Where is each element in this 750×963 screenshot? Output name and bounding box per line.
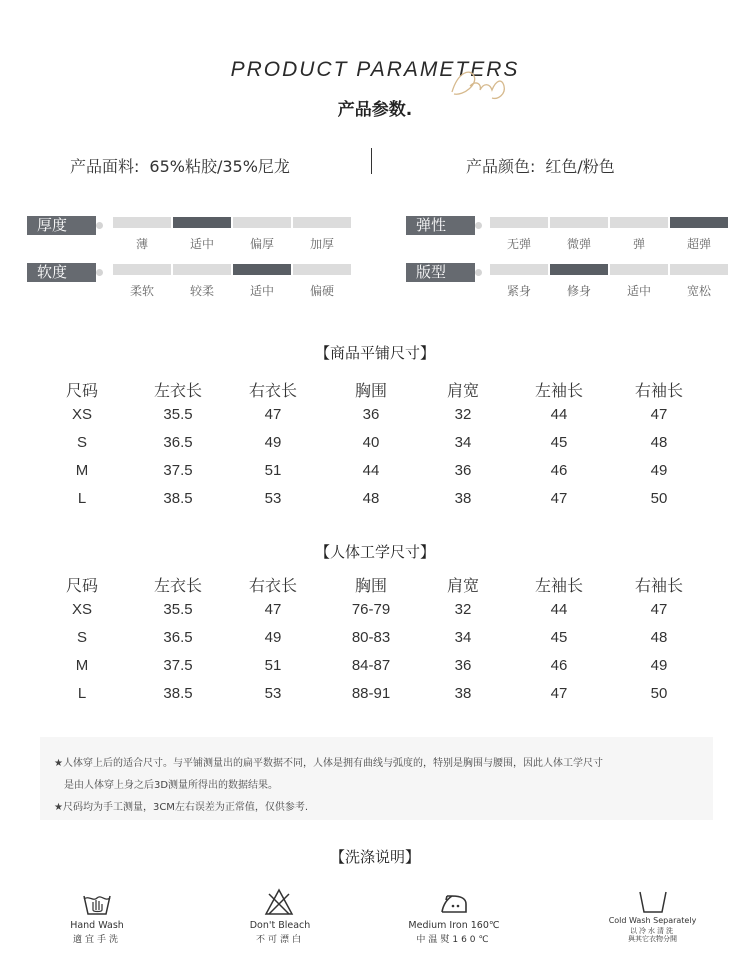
- table-header-cell: 右袖长: [634, 381, 683, 400]
- scale-segment-thickness-0: [113, 217, 171, 228]
- scale-option-fit-0: 紧身: [506, 284, 531, 298]
- table-cell: 48: [650, 629, 668, 646]
- table-cell: 38: [454, 490, 472, 507]
- scale-segment-fit-0: [490, 264, 548, 275]
- note-line-3: ★尺码均为手工测量，3CM左右误差为正常值，仅供参考.: [54, 802, 309, 813]
- body-size-title: 【人体工学尺寸】: [314, 543, 435, 561]
- table-cell: S: [76, 434, 87, 451]
- flat-size-title: 【商品平铺尺寸】: [314, 344, 435, 362]
- wash-title: 【洗涤说明】: [329, 848, 420, 866]
- table-cell: 47: [650, 601, 668, 618]
- no-bleach-cn: 不可漂白: [255, 935, 304, 945]
- scale-option-elasticity-3: 超弹: [686, 237, 711, 251]
- table-cell: 36.5: [163, 434, 193, 451]
- table-cell: 53: [264, 490, 282, 507]
- scale-tag-fit: 版型: [406, 263, 475, 282]
- scale-option-softness-1: 较柔: [189, 284, 214, 298]
- note-line-1: ★人体穿上后的适合尺寸。与平铺测量出的扁平数据不同，人体是拥有曲线与弧度的，特别是胸围与腰围，因此人体工学尺寸: [54, 758, 603, 769]
- color-label: 产品颜色:: [466, 157, 536, 176]
- table-cell: 32: [454, 601, 472, 618]
- table-cell: 46: [550, 462, 568, 479]
- scale-option-fit-2: 适中: [626, 284, 651, 298]
- fabric-info: [70, 154, 290, 177]
- scale-option-elasticity-2: 弹: [632, 237, 645, 251]
- scale-segment-softness-0: [113, 264, 171, 275]
- table-cell: M: [75, 462, 89, 479]
- table-cell: 38: [454, 685, 472, 702]
- table-cell: 36: [454, 657, 472, 674]
- table-cell: XS: [71, 406, 92, 423]
- table-header-cell: 左衣长: [153, 381, 202, 400]
- table-cell: 84-87: [351, 657, 391, 674]
- scale-option-softness-0: 柔软: [129, 284, 154, 298]
- table-cell: XS: [71, 601, 92, 618]
- scale-option-elasticity-0: 无弹: [506, 237, 531, 251]
- scale-segment-elasticity-1: [550, 217, 608, 228]
- scale-segment-softness-2: [233, 264, 291, 275]
- table-cell: 32: [454, 406, 472, 423]
- table-cell: 44: [550, 406, 568, 423]
- scale-segment-softness-1: [173, 264, 231, 275]
- scale-segment-thickness-3: [293, 217, 351, 228]
- fabric-value: 65%粘胶/35%尼龙: [149, 157, 290, 176]
- table-cell: 36: [362, 406, 380, 423]
- table-cell: 76-79: [351, 601, 391, 618]
- table-cell: 36.5: [163, 629, 193, 646]
- table-cell: 44: [550, 601, 568, 618]
- table-header-cell: 胸围: [354, 576, 387, 595]
- table-cell: 50: [650, 685, 668, 702]
- table-cell: 34: [454, 629, 472, 646]
- table-header-cell: 右衣长: [248, 381, 297, 400]
- table-cell: 51: [264, 657, 282, 674]
- table-cell: 88-91: [351, 685, 391, 702]
- table-cell: 53: [264, 685, 282, 702]
- table-cell: 37.5: [163, 462, 193, 479]
- hand-wash-icon: [81, 890, 113, 918]
- table-header-cell: 胸围: [354, 381, 387, 400]
- scale-option-elasticity-1: 微弹: [566, 237, 591, 251]
- cold-wash-cn-2: 與其它衣物分開: [628, 935, 677, 943]
- table-cell: 50: [650, 490, 668, 507]
- hand-wash-cn: 適宜手洗: [72, 935, 121, 945]
- table-cell: L: [77, 685, 87, 702]
- scale-option-softness-2: 适中: [249, 284, 274, 298]
- color-info: [466, 154, 615, 177]
- table-cell: 36: [454, 462, 472, 479]
- fabric-label: 产品面料:: [70, 157, 140, 176]
- scale-tag-softness: 软度: [27, 263, 96, 282]
- no-bleach-icon: [263, 888, 295, 916]
- scale-segment-fit-3: [670, 264, 728, 275]
- table-cell: 49: [264, 434, 282, 451]
- scale-segment-elasticity-0: [490, 217, 548, 228]
- table-cell: 38.5: [163, 490, 193, 507]
- scale-option-thickness-2: 偏厚: [249, 237, 274, 251]
- scale-segment-fit-1: [550, 264, 608, 275]
- scale-segment-thickness-2: [233, 217, 291, 228]
- iron-icon: [438, 890, 470, 918]
- page-title: PRODUCT PARAMETERS: [230, 58, 520, 81]
- table-header-cell: 尺码: [65, 576, 98, 595]
- table-cell: 49: [264, 629, 282, 646]
- size-note-box: [40, 737, 713, 820]
- scale-segment-elasticity-3: [670, 217, 728, 228]
- table-header-cell: 肩宽: [446, 381, 479, 400]
- table-cell: 35.5: [163, 406, 193, 423]
- page-subtitle: 产品参数.: [337, 100, 413, 120]
- scale-option-fit-3: 宽松: [686, 284, 711, 298]
- table-cell: 34: [454, 434, 472, 451]
- table-cell: 38.5: [163, 685, 193, 702]
- iron-cn: 中温熨160℃: [416, 935, 492, 945]
- table-cell: 45: [550, 434, 568, 451]
- hand-wash-en: Hand Wash: [70, 920, 124, 931]
- scale-tag-thickness: 厚度: [27, 216, 96, 235]
- scale-option-thickness-1: 适中: [189, 237, 214, 251]
- cold-wash-cn-1: 以冷水清洗: [630, 927, 675, 935]
- scale-segment-softness-3: [293, 264, 351, 275]
- table-cell: 47: [550, 490, 568, 507]
- scale-option-thickness-3: 加厚: [309, 237, 334, 251]
- table-cell: 40: [362, 434, 380, 451]
- scale-option-fit-1: 修身: [566, 284, 591, 298]
- table-cell: 47: [650, 406, 668, 423]
- cold-wash-icon: [637, 888, 669, 916]
- table-cell: 51: [264, 462, 282, 479]
- scale-tag-elasticity: 弹性: [406, 216, 475, 235]
- scale-option-softness-3: 偏硬: [309, 284, 334, 298]
- table-cell: 47: [264, 601, 282, 618]
- table-header-cell: 尺码: [65, 381, 98, 400]
- scale-segment-elasticity-2: [610, 217, 668, 228]
- table-cell: 45: [550, 629, 568, 646]
- table-cell: 35.5: [163, 601, 193, 618]
- info-divider: [371, 148, 372, 174]
- table-cell: 37.5: [163, 657, 193, 674]
- table-cell: 46: [550, 657, 568, 674]
- table-header-cell: 左袖长: [534, 381, 583, 400]
- iron-en: Medium Iron 160℃: [408, 920, 500, 931]
- table-cell: 47: [264, 406, 282, 423]
- scale-segment-fit-2: [610, 264, 668, 275]
- table-cell: L: [77, 490, 87, 507]
- table-header-cell: 右衣长: [248, 576, 297, 595]
- cold-wash-en: Cold Wash Separately: [608, 916, 697, 925]
- table-cell: 47: [550, 685, 568, 702]
- table-cell: 48: [650, 434, 668, 451]
- table-header-cell: 左衣长: [153, 576, 202, 595]
- table-cell: 49: [650, 657, 668, 674]
- table-header-cell: 右袖长: [634, 576, 683, 595]
- table-cell: 80-83: [351, 629, 391, 646]
- note-line-2: 是由人体穿上身之后3D测量所得出的数据结果。: [64, 780, 279, 791]
- color-value: 红色/粉色: [545, 157, 615, 176]
- scale-segment-thickness-1: [173, 217, 231, 228]
- table-header-cell: 肩宽: [446, 576, 479, 595]
- no-bleach-en: Don't Bleach: [249, 920, 311, 931]
- scale-option-thickness-0: 薄: [135, 237, 148, 251]
- table-cell: M: [75, 657, 89, 674]
- table-cell: S: [76, 629, 87, 646]
- table-header-cell: 左袖长: [534, 576, 583, 595]
- table-cell: 48: [362, 490, 380, 507]
- table-cell: 49: [650, 462, 668, 479]
- table-cell: 44: [362, 462, 380, 479]
